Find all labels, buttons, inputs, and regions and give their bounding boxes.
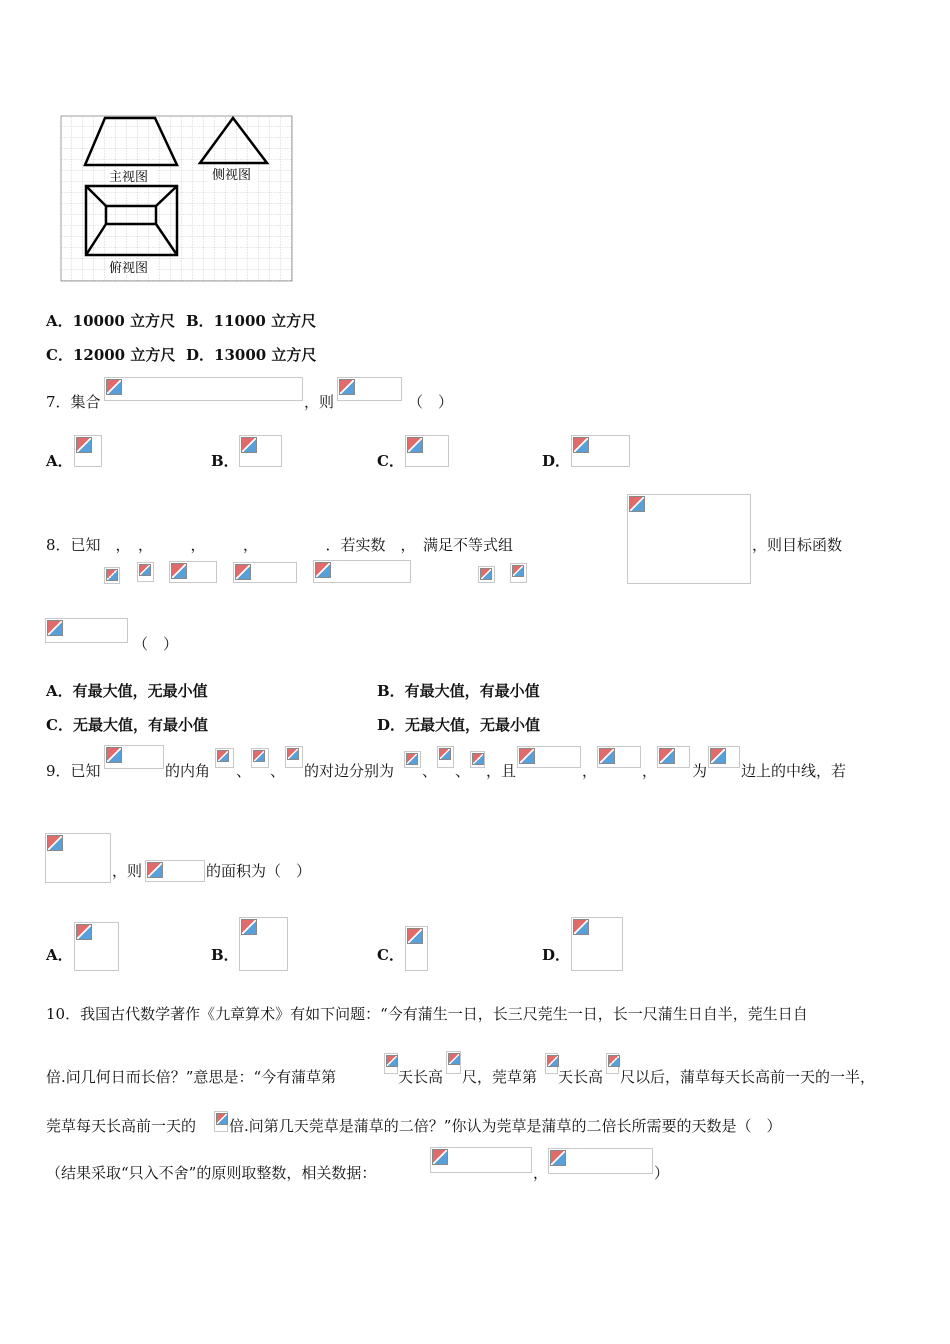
q10-text: 尺以后，蒲草每天长高前一天的一半，	[620, 1068, 876, 1086]
q8-stem-1: 8．已知 ， ， ， ， ．若实数 ， 满足不等式组	[46, 536, 514, 554]
formula-image	[137, 562, 154, 582]
q8-option-b: B．有最大值，有最小值	[377, 682, 540, 700]
q7-option-c: C．	[377, 452, 404, 470]
q9-text: ，则	[112, 862, 143, 880]
formula-image	[45, 618, 128, 643]
q7-stem-mid: ，则	[304, 393, 335, 411]
formula-image	[214, 1111, 228, 1132]
formula-image	[606, 1053, 619, 1074]
q10-text: 天长高	[398, 1068, 444, 1086]
q7-stem-prefix: 7．集合	[46, 393, 101, 411]
formula-image	[104, 567, 120, 584]
formula-image	[239, 917, 288, 971]
formula-image	[74, 922, 119, 971]
q10-text: 天长高	[558, 1068, 604, 1086]
formula-image	[571, 435, 630, 467]
q9-text: 、	[270, 762, 286, 780]
formula-image	[478, 566, 495, 583]
q9-text: 的面积为（ ）	[206, 862, 312, 880]
formula-image	[430, 1147, 532, 1173]
q10-text: ，	[533, 1164, 549, 1182]
formula-image	[251, 748, 269, 768]
q10-line-1: 10．我国古代数学著作《九章算术》有如下问题：“今有蒲生一日，长三尺莞生一日，长一尺蒲生日自半，莞生日自	[46, 1005, 808, 1023]
q6-option-c: C．12000 立方尺	[46, 346, 176, 364]
q9-text: 的内角	[165, 762, 211, 780]
q10-text: 莞草每天长高前一天的	[46, 1117, 197, 1135]
formula-image	[74, 435, 102, 467]
q10-text: 尺，莞草第	[462, 1068, 538, 1086]
formula-image	[446, 1051, 461, 1074]
q9-text: 、	[455, 762, 471, 780]
q9-text: 、	[236, 762, 252, 780]
formula-image	[437, 746, 454, 768]
formula-image	[404, 751, 421, 768]
q9-option-a: A．	[46, 946, 73, 964]
formula-image	[239, 435, 282, 467]
formula-image	[313, 560, 411, 583]
q6-option-d: D．13000 立方尺	[186, 346, 317, 364]
formula-image	[548, 1148, 653, 1174]
formula-image	[517, 746, 581, 768]
formula-image	[145, 860, 205, 882]
q10-text: 倍.问第几天莞草是蒲草的二倍？”你认为莞草是蒲草的二倍长所需要的天数是（ ）	[229, 1117, 782, 1135]
q9-text: ，	[642, 762, 658, 780]
formula-image	[215, 748, 234, 768]
q7-option-b: B．	[211, 452, 239, 470]
side-view-label: 侧视图	[212, 168, 252, 183]
top-view-label: 俯视图	[109, 261, 149, 276]
formula-image	[545, 1053, 558, 1074]
q9-text: 的对边分别为	[304, 762, 395, 780]
formula-image	[627, 494, 751, 584]
formula-image	[405, 926, 428, 971]
formula-image	[384, 1053, 398, 1074]
q7-stem-suffix: （ ）	[408, 393, 454, 411]
q7-option-d: D．	[542, 452, 571, 470]
q6-option-b: B．11000 立方尺	[186, 312, 317, 330]
q8-stem-2: ，则目标函数	[752, 536, 843, 554]
q9-option-b: B．	[211, 946, 239, 964]
q9-text: 为	[692, 762, 708, 780]
q10-text: 倍.问几何日而长倍？”意思是：“今有蒲草第	[46, 1068, 337, 1086]
q9-text: 边上的中线，若	[741, 762, 847, 780]
q7-option-a: A．	[46, 452, 73, 470]
q10-text: ）	[654, 1164, 670, 1182]
three-view-figure	[60, 115, 293, 282]
formula-image	[597, 746, 641, 768]
q8-option-c: C．无最大值，有最小值	[46, 716, 208, 734]
q8-option-a: A．有最大值，无最小值	[46, 682, 208, 700]
formula-image	[104, 377, 303, 401]
formula-image	[233, 562, 297, 583]
formula-image	[169, 561, 217, 583]
formula-image	[510, 563, 527, 583]
formula-image	[708, 746, 740, 768]
formula-image	[571, 917, 623, 971]
formula-image	[104, 745, 164, 769]
q10-text: （结果采取“只入不舍”的原则取整数，相关数据：	[46, 1164, 377, 1182]
q9-text: ，	[582, 762, 598, 780]
q9-text: ，且	[486, 762, 517, 780]
q9-text: 9．已知	[46, 762, 101, 780]
formula-image	[337, 377, 402, 401]
q9-option-d: D．	[542, 946, 571, 964]
q9-option-c: C．	[377, 946, 404, 964]
q6-option-a: A．10000 立方尺	[46, 312, 176, 330]
formula-image	[285, 746, 303, 768]
formula-image	[45, 833, 111, 883]
formula-image	[405, 435, 449, 467]
front-view-label: 主视图	[109, 170, 149, 185]
formula-image	[657, 746, 690, 768]
q8-stem-3: （ ）	[133, 635, 179, 653]
q8-option-d: D．无最大值，无最小值	[377, 716, 541, 734]
q9-text: 、	[422, 762, 438, 780]
formula-image	[470, 751, 485, 768]
